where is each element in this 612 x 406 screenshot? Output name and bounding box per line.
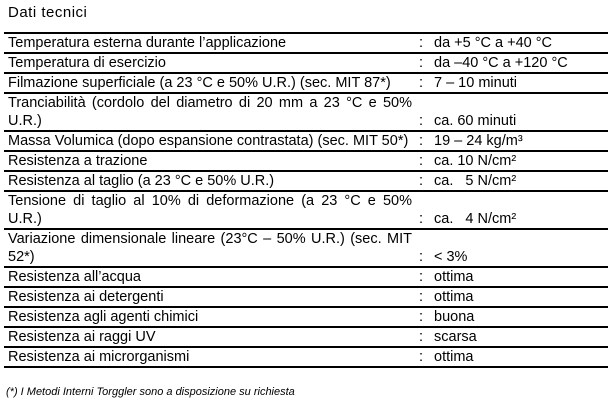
table-row [4,267,608,287]
property-label: Temperatura di esercizio [8,55,166,71]
property-value: < 3% [434,249,468,265]
property-label: Resistenza agli agenti chimici [8,309,199,325]
separator: : [418,349,424,365]
table-row [4,53,608,73]
property-label: Resistenza a trazione [8,153,148,169]
separator: : [418,289,424,305]
property-value: scarsa [434,329,477,345]
table-row [4,33,608,53]
separator: : [418,173,424,189]
property-label: Massa Volumica (dopo espansione contrastata) (sec. MIT 50*) [8,133,409,149]
property-value: ca. 60 minuti [434,113,517,129]
separator: : [418,113,424,129]
property-label: Resistenza ai detergenti [8,289,164,305]
technical-data-table [4,32,608,368]
property-value: 7 – 10 minuti [434,75,518,91]
table-row [4,73,608,93]
property-value: buona [434,309,475,325]
property-label: Temperatura esterna durante l’applicazione [8,35,287,51]
separator: : [418,249,424,265]
property-value: ca. 5 N/cm² [434,173,517,189]
property-label: Resistenza al taglio (a 23 °C e 50% U.R.) [8,173,275,189]
table-row [4,347,608,367]
property-label: Resistenza all’acqua [8,269,141,285]
table-row [4,287,608,307]
property-value: ottima [434,289,474,305]
property-label: Resistenza ai raggi UV [8,329,156,345]
property-value: da –40 °C a +120 °C [434,55,568,71]
table-row [4,171,608,191]
table-row [4,229,608,267]
footnote: (*) I Metodi Interni Torggler sono a disposizione su richiesta [6,386,295,398]
property-label: Variazione dimensionale lineare (23°C – 50% U.R.) (sec. MIT 52*) [8,231,412,265]
property-label: Tranciabilità (cordolo del diametro di 20 mm a 23 °C e 50% U.R.) [8,95,412,129]
property-label: Resistenza ai microrganismi [8,349,190,365]
separator: : [418,35,424,51]
separator: : [418,153,424,169]
separator: : [418,55,424,71]
table-row [4,151,608,171]
separator: : [418,211,424,227]
separator: : [418,75,424,91]
property-label: Filmazione superficiale (a 23 °C e 50% U.R.) (sec. MIT 87*) [8,75,391,91]
table-row [4,307,608,327]
separator: : [418,133,424,149]
property-value: ca. 10 N/cm² [434,153,517,169]
property-value: ottima [434,269,474,285]
property-value: ca. 4 N/cm² [434,211,517,227]
separator: : [418,269,424,285]
separator: : [418,309,424,325]
section-title: Dati tecnici [8,4,88,21]
property-value: ottima [434,349,474,365]
property-value: 19 – 24 kg/m³ [434,133,523,149]
table-row [4,131,608,151]
table-row [4,327,608,347]
table-row [4,93,608,131]
property-label: Tensione di taglio al 10% di deformazione (a 23 °C e 50% U.R.) [8,193,412,227]
property-value: da +5 °C a +40 °C [434,35,553,51]
table-row [4,191,608,229]
separator: : [418,329,424,345]
